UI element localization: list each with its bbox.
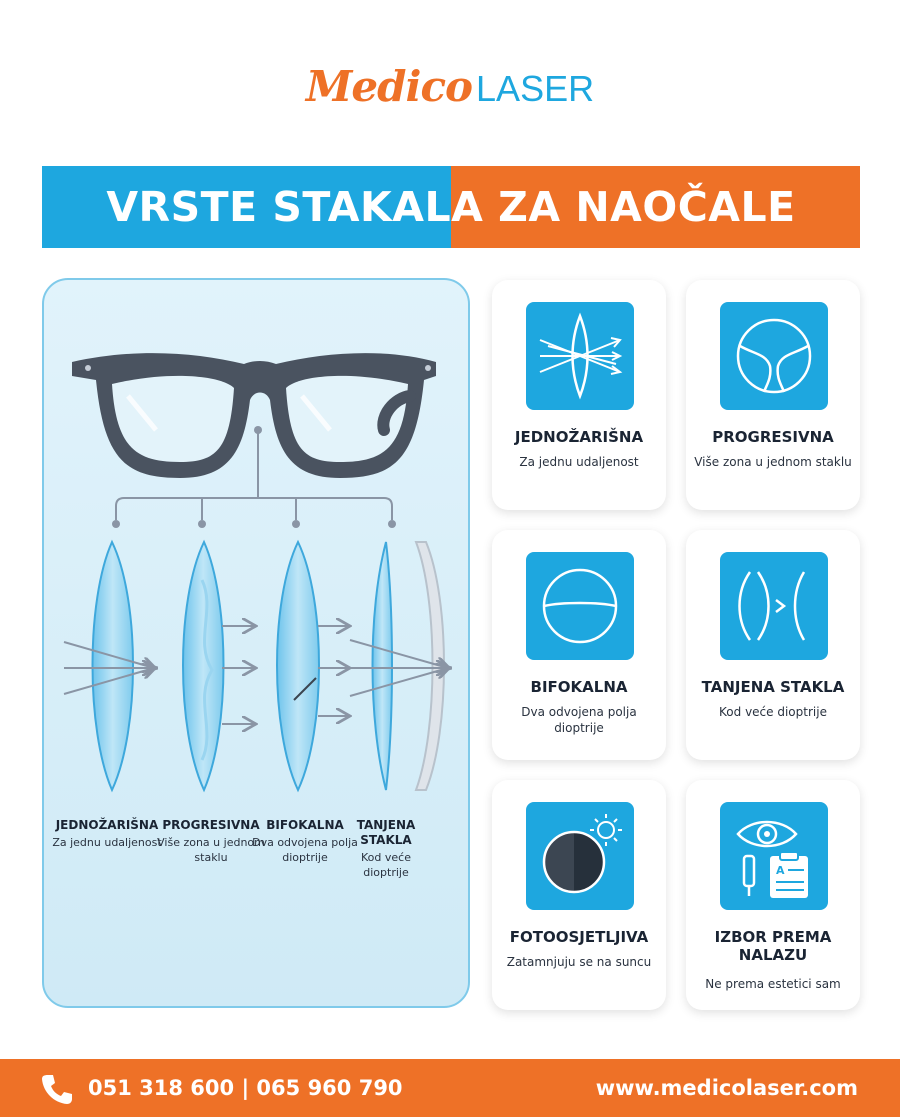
card-desc: Ne prema estetici sam: [705, 977, 841, 991]
glasses-icon: [72, 353, 436, 478]
bifocal-lens-icon: [526, 552, 634, 660]
lens-diagram-panel: [42, 278, 470, 1008]
card-single-vision: [492, 280, 666, 510]
progressive-lens: [183, 542, 254, 790]
diagram-label-thinned: TANJENA STAKLA Kod veće dioptrije: [356, 818, 416, 879]
card-desc: Dva odvojena polja dioptrije: [521, 705, 637, 735]
eye-exam-icon: [720, 802, 828, 910]
card-thinned: [686, 530, 860, 760]
photochromic-lens-icon: [526, 802, 634, 910]
single-vision-lens: [64, 542, 154, 790]
brand-logo-laser: LASER: [476, 68, 595, 109]
card-title: PROGRESIVNA: [712, 428, 834, 446]
card-title: JEDNOŽARIŠNA: [514, 428, 644, 446]
card-bifocal: [492, 530, 666, 760]
card-title: BIFOKALNA: [530, 678, 628, 696]
card-title: TANJENA STAKLA: [701, 678, 845, 696]
thinned-lens: [350, 542, 448, 790]
footer-phone-numbers[interactable]: 051 318 600 | 065 960 790: [88, 1076, 403, 1100]
diagram-label-bifocal: BIFOKALNA Dva odvojena polja dioptrije: [252, 818, 358, 864]
diagram-label-progressive: PROGRESIVNA Više zona u jednom staklu: [157, 818, 265, 864]
footer-bar: [0, 1059, 900, 1117]
lens-diagram: [44, 280, 472, 1010]
single-vision-lens-icon: [526, 302, 634, 410]
brand-logo-medico: Medico: [305, 62, 473, 111]
card-title: IZBOR PREMA NALAZU: [714, 928, 832, 964]
card-desc: Zatamnjuju se na suncu: [506, 955, 652, 969]
card-photochromic: [492, 780, 666, 1010]
footer-website-link[interactable]: www.medicolaser.com: [595, 1076, 858, 1100]
page-title: VRSTE STAKALA ZA NAOČALE: [106, 183, 796, 231]
card-progressive: [686, 280, 860, 510]
svg-text:A: A: [776, 864, 785, 877]
card-title: FOTOOSJETLJIVA: [509, 928, 649, 946]
brand-logo: [0, 62, 900, 111]
card-desc: Više zona u jednom staklu: [694, 455, 852, 469]
card-desc: Za jednu udaljenost: [519, 455, 639, 469]
title-banner: [42, 166, 860, 248]
thinned-lens-icon: [720, 552, 828, 660]
bifocal-lens: [277, 542, 348, 790]
phone-icon: [40, 1072, 74, 1106]
diagram-label-single-vision: JEDNOŽARIŠNA Za jednu udaljenost: [52, 818, 162, 849]
progressive-lens-icon: [720, 302, 828, 410]
card-eye-exam: [686, 780, 860, 1010]
card-desc: Kod veće dioptrije: [719, 705, 827, 719]
